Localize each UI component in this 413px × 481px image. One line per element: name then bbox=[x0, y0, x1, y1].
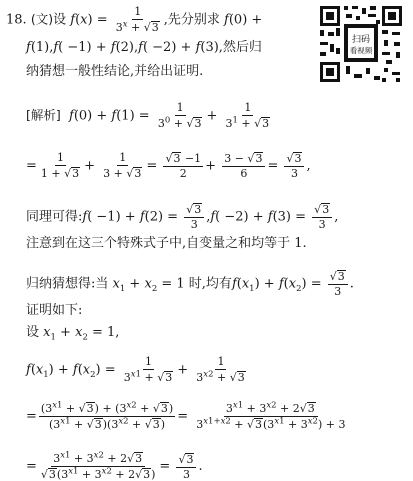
solution-line-4: 注意到在这三个特殊式子中,自变量之和均等于 1. bbox=[26, 236, 307, 251]
problem-line-3: 纳猜想一般性结论,并给出证明. bbox=[26, 64, 204, 79]
solution-line-6: 证明如下: bbox=[26, 303, 83, 318]
svg-text:看视频: 看视频 bbox=[349, 46, 373, 55]
qr-code-icon bbox=[318, 4, 404, 84]
problem-tag: (文) bbox=[30, 11, 54, 27]
problem-line-1: 18. (文)设 f(x) = $\frac{1}{3^x + √3}$ ,先分别求 f(0) + bbox=[6, 5, 263, 34]
solution-label: [解析] bbox=[26, 107, 61, 123]
solution-line-5: 归纳猜想得:当 $x_1 + x_2 = 1$ 时,均有$f(x_1) + f(x_2)$ = $\frac{√3}{3}$ . bbox=[26, 270, 354, 298]
function-definition: $\frac{1}{3^x + √3}$ bbox=[115, 5, 159, 34]
solution-line-8: $f(x_1) + f(x_2)$ = $\frac{1}{3^{x1} + √3}$ + $\frac{1}{3^{x2} + √3}$ bbox=[26, 355, 245, 384]
solution-line-3: 同理可得:f( −1) + f(2) = $\frac{√3}{3}$ ,f( −2) + f(3) = $\frac{√3}{3}$ , bbox=[26, 203, 339, 231]
solution-line-7: 设 $x_1 + x_2 = 1$, bbox=[26, 325, 120, 343]
problem-line-2: f(1),f( −1) + f(2),f( −2) + f(3),然后归 bbox=[26, 40, 262, 55]
solution-line-2: = $\frac{1}{1 + √3}$ + $\frac{1}{3 + √3}$ = $\frac{√3 -1}{2}$ + $\frac{3 - √3}{6}$ = $\frac{√3}{3}$ , bbox=[26, 151, 311, 180]
solution-line-10: = $\frac{3^{x1} + 3^{x2} + 2√3}{√3(3^{x1} + 3^{x2} + 2√3)}$ = $\frac{√3}{3}$ . bbox=[26, 450, 203, 481]
svg-text:扫码: 扫码 bbox=[351, 35, 371, 45]
problem-number: 18. bbox=[6, 12, 27, 28]
solution-line-9: = $\frac{(3^{x1} + √3) + (3^{x2} + √3)}{(3^{x1} + √3)(3^{x2} + √3)}$ = $\frac{3^{x1} + 3^{x2} + 2√3}{3^{x1+x2} + √3(3^{x1} + 3^{x2}) + 3}$ bbox=[26, 400, 346, 431]
solution-line-1: [解析] f(0) + f(1) = $\frac{1}{3^0 + √3}$ + $\frac{1}{3^1 + √3}$ bbox=[26, 101, 270, 130]
